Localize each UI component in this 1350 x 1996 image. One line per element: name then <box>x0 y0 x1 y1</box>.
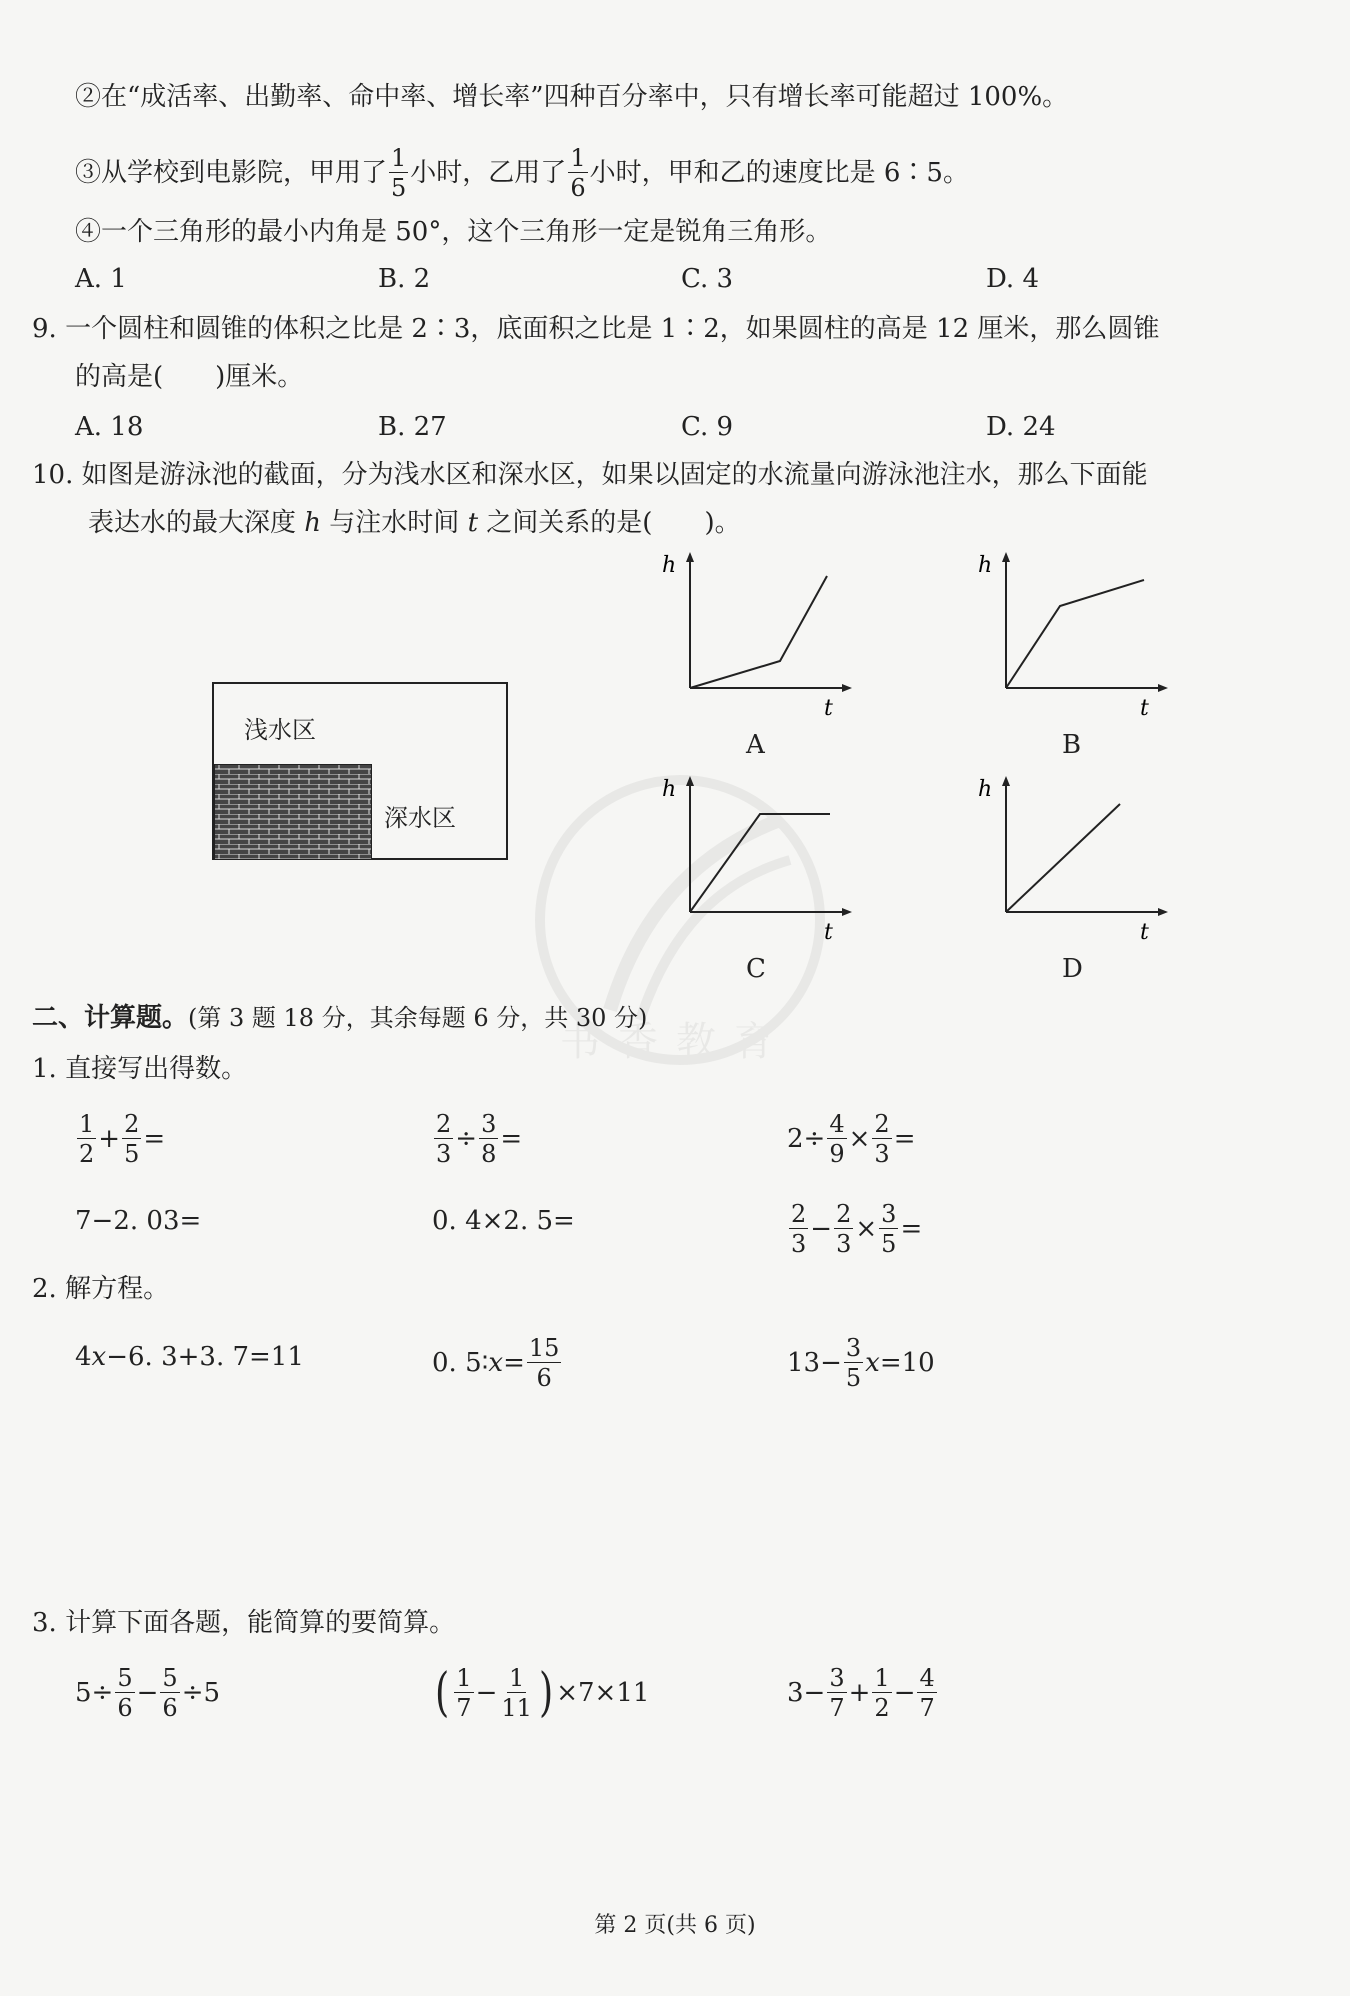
fraction: $\frac{1}{5}$ <box>391 144 407 202</box>
p1-expression-5[interactable]: 0. 4×2. 5= <box>432 1206 575 1236</box>
graph-c-line <box>690 814 830 912</box>
graph-b[interactable] <box>968 550 1168 760</box>
q9-question-cont: 的高是( )厘米。 <box>75 362 304 392</box>
graph-b-caption: B <box>1062 730 1082 760</box>
q10-question: 10. 如图是游泳池的截面，分为浅水区和深水区，如果以固定的水流量向游泳池注水，那么下面能 <box>32 460 1148 490</box>
deep-section-brick-icon <box>214 764 372 860</box>
section-2-heading <box>32 1001 647 1035</box>
q8-statement-4: ④一个三角形的最小内角是 50°，这个三角形一定是锐角三角形。 <box>75 217 832 247</box>
graph-b-y-label: h <box>978 553 993 578</box>
graph-a-line <box>690 576 827 688</box>
graph-c-axes <box>686 776 852 916</box>
fraction: $\frac{1}{6}$ <box>570 144 586 202</box>
graph-c[interactable] <box>652 774 852 984</box>
q8-option-b[interactable]: B. 2 <box>378 264 431 294</box>
p2-equation-2[interactable]: 0. 5∶ x = $\frac{15}{6}$ <box>432 1334 560 1392</box>
graph-c-caption: C <box>746 954 766 984</box>
p1-expression-1[interactable]: $\frac{1}{2}$ + $\frac{2}{5}$ = <box>79 1110 166 1168</box>
graph-a-x-label: t <box>824 696 833 721</box>
p1-title: 1. 直接写出得数。 <box>32 1054 248 1084</box>
q9-option-b[interactable]: B. 27 <box>378 412 447 442</box>
graph-a-y-label: h <box>662 553 677 578</box>
p3-expression-3[interactable]: 3− $\frac{3}{7}$ + $\frac{1}{2}$ − $\frac{4}{7}$ <box>787 1664 935 1722</box>
graph-c-x-label: t <box>824 920 833 945</box>
p1-expression-6[interactable]: $\frac{2}{3}$ − $\frac{2}{3}$ × $\frac{3}{5}$ = <box>791 1200 923 1258</box>
section-2-title: 二、计算题。 <box>32 1003 189 1033</box>
pool-cross-section <box>212 682 508 860</box>
p3-expression-2[interactable]: ( $\frac{1}{7}$ − $\frac{1}{11}$ ) ×7×11 <box>435 1663 650 1723</box>
graph-a[interactable] <box>652 550 852 760</box>
section-2-note: (第 3 题 18 分，其余每题 6 分，共 30 分) <box>188 1004 648 1032</box>
p1-expression-4[interactable]: 7−2. 03= <box>75 1206 202 1236</box>
p1-expression-2[interactable]: $\frac{2}{3}$ ÷ $\frac{3}{8}$ = <box>436 1110 523 1168</box>
p2-title: 2. 解方程。 <box>32 1274 170 1304</box>
graph-b-line <box>1006 580 1144 688</box>
graph-d-y-label: h <box>978 777 993 802</box>
p2-equation-1[interactable]: 4 x −6. 3+3. 7=11 <box>75 1342 304 1372</box>
q8-option-d[interactable]: D. 4 <box>986 264 1039 294</box>
graph-a-axes <box>686 552 852 692</box>
q9-option-d[interactable]: D. 24 <box>986 412 1056 442</box>
graph-a-caption: A <box>746 730 765 760</box>
q9-option-a[interactable]: A. 18 <box>75 412 144 442</box>
deep-area-label: 深水区 <box>384 804 456 832</box>
q8-option-a[interactable]: A. 1 <box>75 264 127 294</box>
graph-d-x-label: t <box>1140 920 1149 945</box>
q9-question: 9. 一个圆柱和圆锥的体积之比是 2∶3，底面积之比是 1∶2，如果圆柱的高是 12 厘米，那么圆锥 <box>32 314 1160 344</box>
graph-d-axes <box>1002 776 1168 916</box>
q8-statement-3: ③从学校到电影院，甲用了 $\frac{1}{5}$ 小时，乙用了 $\frac{1}{6}$ 小时，甲和乙的速度比是 6∶5。 <box>75 144 969 202</box>
graph-b-x-label: t <box>1140 696 1149 721</box>
p3-expression-1[interactable]: 5÷ $\frac{5}{6}$ − $\frac{5}{6}$ ÷5 <box>75 1664 221 1722</box>
page-number: 第 2 页(共 6 页) <box>594 1913 756 1938</box>
watermark-text: 书香教育 <box>560 1019 792 1065</box>
graph-b-axes <box>1002 552 1168 692</box>
p3-title: 3. 计算下面各题，能简算的要简算。 <box>32 1608 456 1638</box>
q9-option-c[interactable]: C. 9 <box>681 412 734 442</box>
graph-d[interactable] <box>968 774 1168 984</box>
p2-equation-3[interactable]: 13− $\frac{3}{5}$ x =10 <box>787 1334 935 1392</box>
q8-option-c[interactable]: C. 3 <box>681 264 734 294</box>
graph-d-caption: D <box>1062 954 1083 984</box>
shallow-area-label: 浅水区 <box>244 716 316 744</box>
q8-statement-2: ②在“成活率、出勤率、命中率、增长率”四种百分率中，只有增长率可能超过 100%。 <box>75 82 1069 112</box>
graph-d-line <box>1006 804 1120 912</box>
graph-c-y-label: h <box>662 777 677 802</box>
q10-question-cont: 表达水的最大深度 h 与注水时间 t 之间关系的是( )。 <box>88 508 741 538</box>
p1-expression-3[interactable]: 2÷ $\frac{4}{9}$ × $\frac{2}{3}$ = <box>787 1110 916 1168</box>
